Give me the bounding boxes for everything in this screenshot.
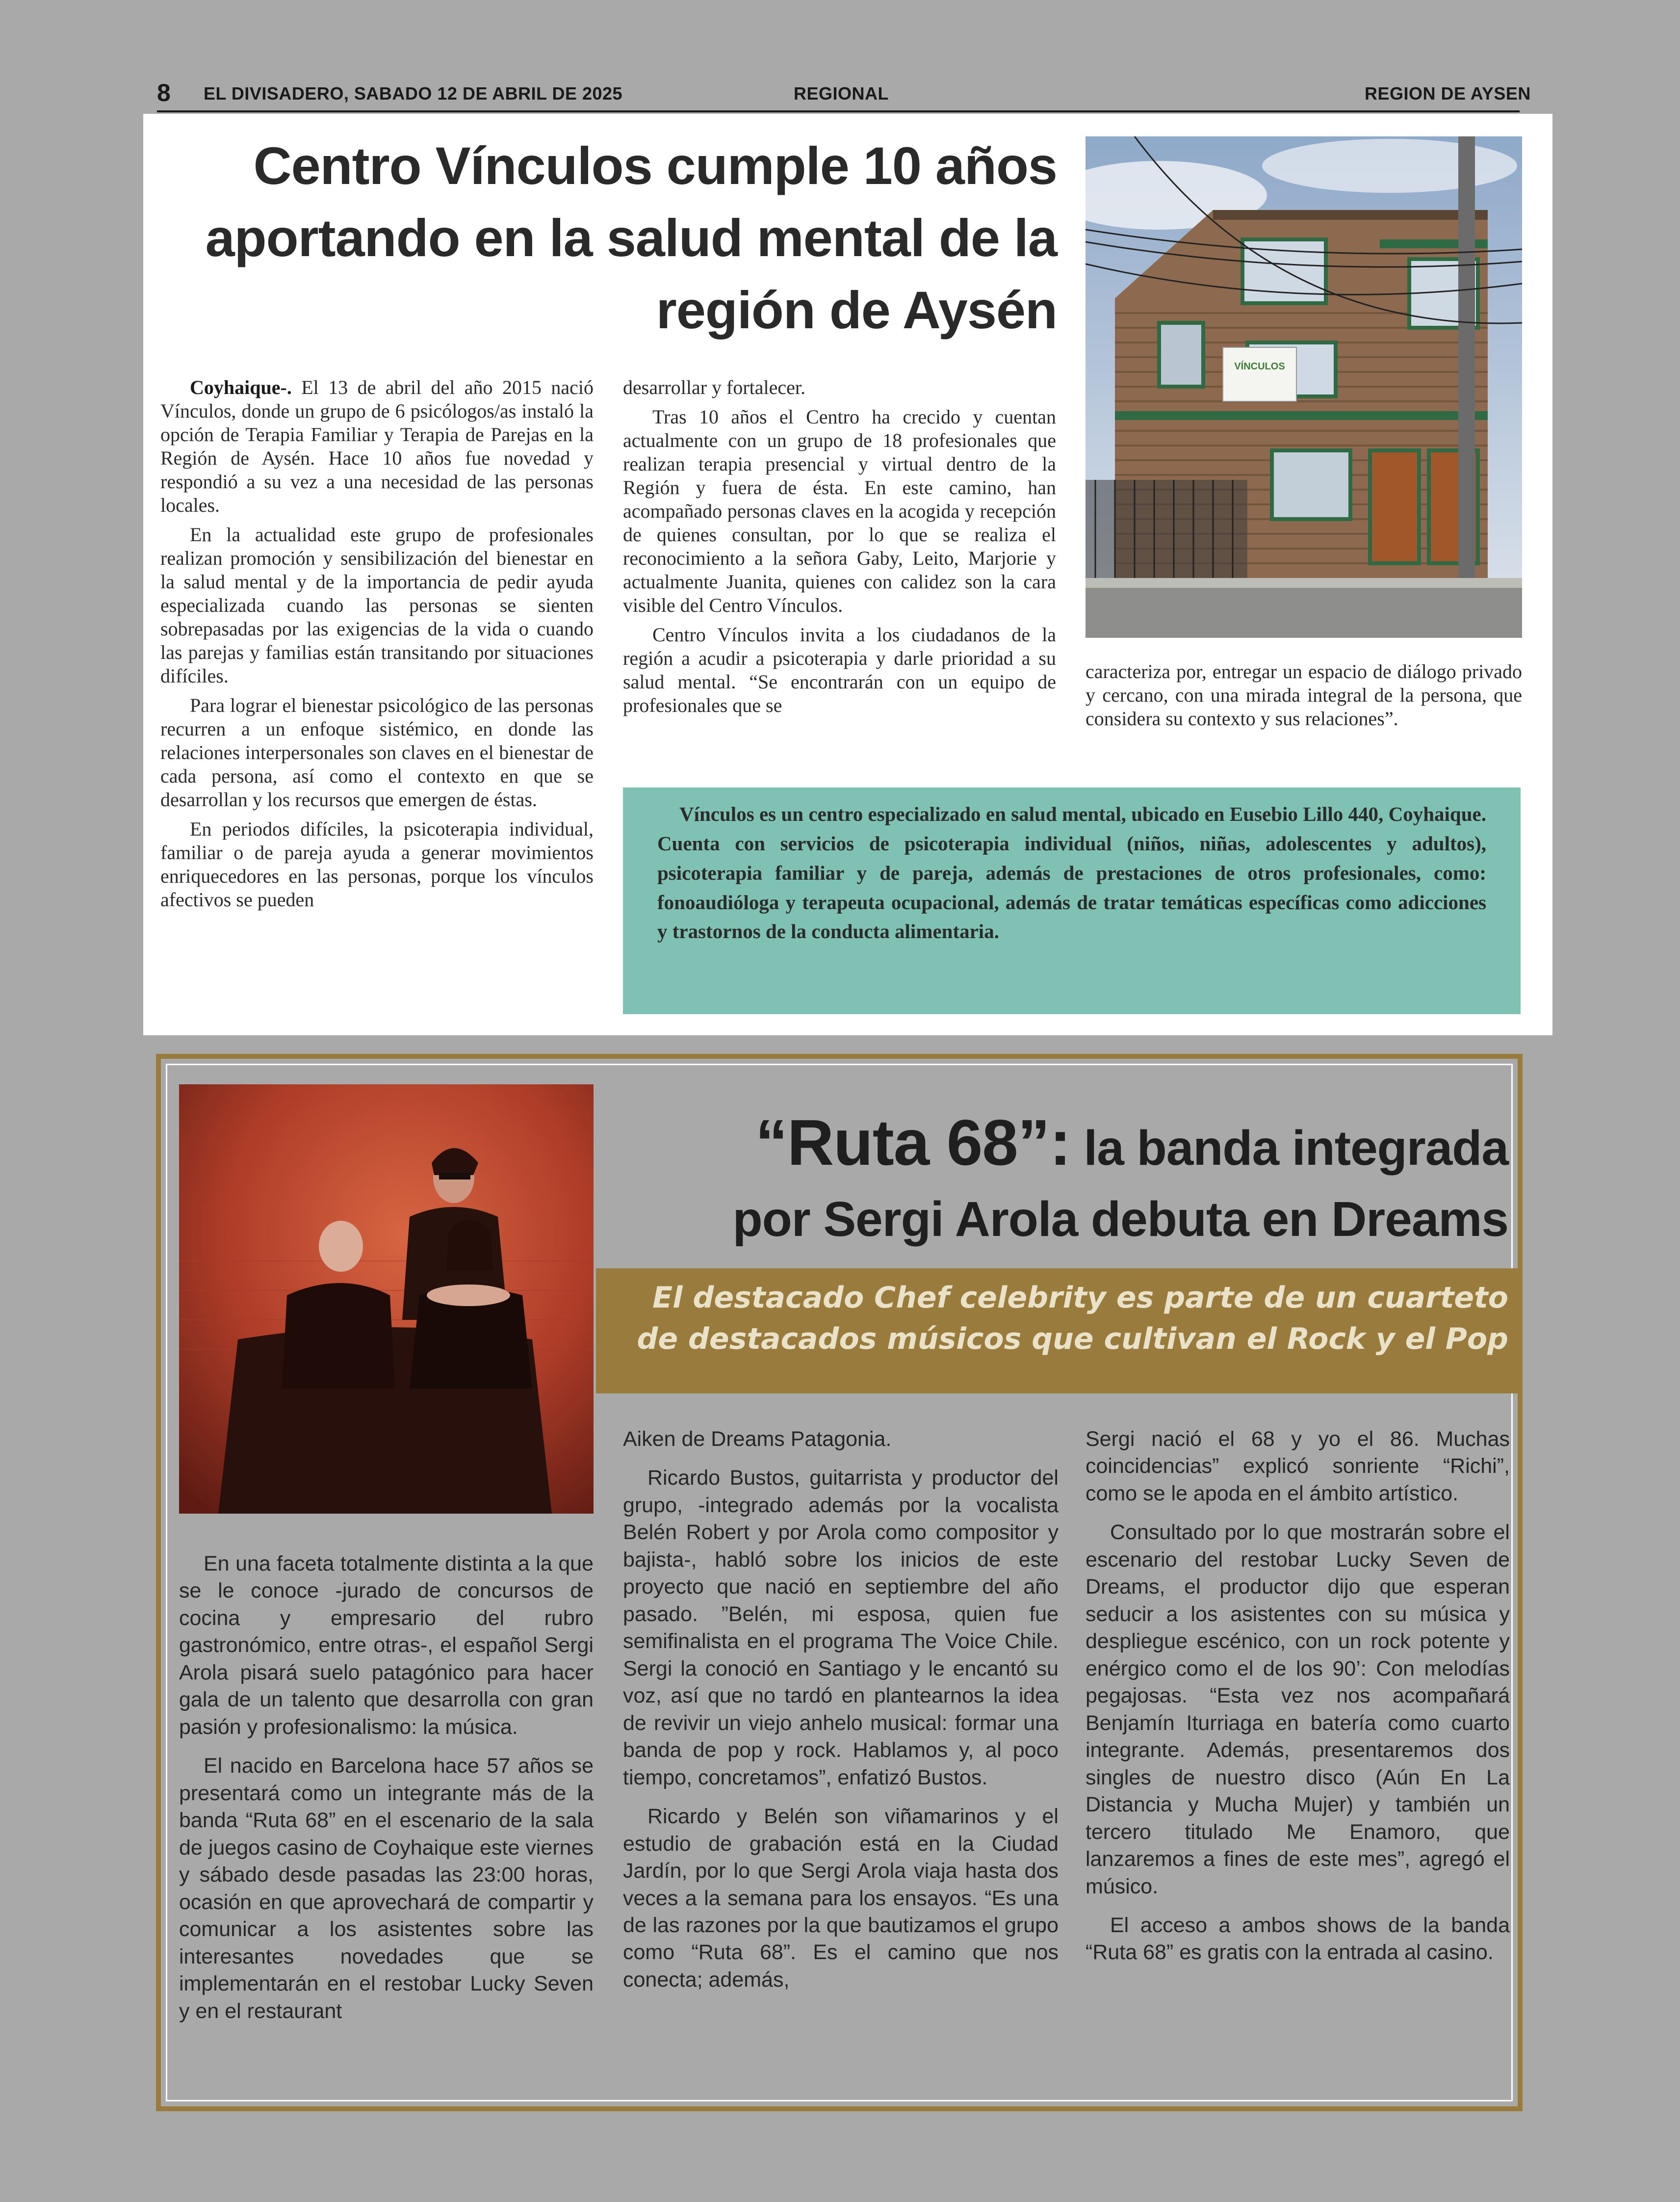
page-number: 8 — [157, 79, 171, 106]
article-ruta68-column-3 — [1086, 1426, 1510, 1978]
paragraph: En la actualidad este grupo de profesionales realizan promoción y sensibilización del bienestar en la salud mental y de la importancia de pedir ayuda especializada cuando las personas se sienten sobrepasadas por las exigencias de la vida o cuando las parejas y familias están transitando por situaciones difíciles. — [160, 524, 594, 687]
title-line-1 — [603, 1099, 1508, 1186]
info-box-text: Vínculos es un centro especializado en salud mental, ubicado en Eusebio Lillo 440, Coyhaique. Cuenta con servicios de psicoterapia individual (niños, niñas, adolescentes y adultos), psicoterapia familiar y de pareja, además de prestaciones de otros profesionales, como: fonoaudióloga y terapeuta ocupacional, además de tratar temáticas específicas como adicciones y trastornos de la conducta alimentaria. — [657, 803, 1486, 943]
building-photo — [1086, 136, 1522, 638]
paragraph: Centro Vínculos invita a los ciudadanos de la región a acudir a psicoterapia y darle prioridad a su salud mental. “Se encontrarán con un equipo de profesionales que se — [623, 624, 1056, 716]
paragraph: Para lograr el bienestar psicológico de las personas recurren a un enfoque sistémico, en donde las relaciones interpersonales son claves en el bienestar de cada persona, así como el contexto en que se desarrollan y los recursos que emergen de éstas. — [160, 694, 594, 811]
paragraph: desarrollar y fortalecer. — [623, 376, 806, 398]
article-ruta68-column-1 — [179, 1550, 594, 2037]
header-rule — [157, 110, 1520, 112]
title-rest: la banda integrada — [1084, 1121, 1508, 1176]
article-vinculos-column-2 — [623, 376, 1056, 723]
paragraph: caracteriza por, entregar un espacio de diálogo privado y cercano, con una mirada integral de la persona, que considera su contexto y sus relaciones”. — [1086, 660, 1522, 730]
paragraph: El acceso a ambos shows de la banda “Ruta 68” es gratis con la entrada al casino. — [1086, 1913, 1510, 1965]
section-label: REGIONAL — [794, 83, 889, 104]
paragraph: Consultado por lo que mostrarán sobre el escenario del restobar Lucky Seven de Dreams, el productor dijo que esperan seducir a los asistentes con su música y despliegue escénico, con un rock potente y enérgico como el de los 90’: Con melodías pegajosas. “Esta vez nos acompañará Benjamín Iturriaga en batería como cuarto integrante. Además, presentaremos dos singles de nuestro disco (Aún En La Distancia y Mucha Mujer) y también un tercero titulado Me Enamoro, que lanzaremos a fines de este mes”, agregó el músico. — [1086, 1520, 1510, 1898]
publication-date: EL DIVISADERO, SABADO 12 DE ABRIL DE 2025 — [204, 83, 623, 104]
dateline: Coyhaique-. — [190, 376, 292, 398]
paragraph: Ricardo Bustos, guitarrista y productor del grupo, -integrado además por la vocalista Belén Robert y por Arola como compositor y bajista-, habló sobre los inicios de este proyecto que nació en septiembre del año pasado. ”Belén, mi esposa, quien fue semifinalista en el programa The Voice Chile. Sergi la conoció en Santiago y le encantó su voz, así que no tardó en plantearnos la idea de revivir un viejo anhelo musical: formar una banda de pop y rock. Hablamos y, al poco tiempo, concretamos”, enfatizó Bustos. — [623, 1466, 1059, 1789]
article-vinculos-column-1 — [160, 376, 594, 918]
article-ruta68-title — [603, 1099, 1508, 1253]
paragraph: El nacido en Barcelona hace 57 años se presentará como un integrante más de la banda “Ruta 68” en el escenario de la sala de juegos casino de Coyhaique este viernes y sábado desde pasadas las 23:00 horas, ocasión en que aprovechará de compartir y comunicar a los asistentes sobre las interesantes novedades que se implementarán en el restobar Lucky Seven y en el restaurant — [179, 1754, 594, 2023]
paragraph: Ricardo y Belén son viñamarinos y el estudio de grabación está en la Ciudad Jardín, por lo que Sergi Arola viaja hasta dos veces a la semana para los ensayos. “Es una de las razones por la que bautizamos el grupo como “Ruta 68”. Es el camino que nos conecta; además, — [623, 1805, 1059, 1992]
article-ruta68-column-2 — [623, 1426, 1059, 2005]
region-label: REGION DE AYSEN — [1365, 83, 1531, 104]
paragraph: Sergi nació el 68 y yo el 86. Muchas coincidencias” explicó sonriente “Richi”, como se le apoda en el ámbito artístico. — [1086, 1427, 1510, 1505]
article-ruta68-subtitle: El destacado Chef celebrity es parte de un cuarteto de destacados músicos que cultivan el Rock y el Pop — [637, 1281, 1508, 1356]
paragraph: En periodos difíciles, la psicoterapia individual, familiar o de pareja ayuda a generar movimientos enriquecedores en las personas, porque los vínculos afectivos se pueden — [160, 818, 594, 911]
article-vinculos-column-3 — [1086, 660, 1522, 736]
paragraph: En una faceta totalmente distinta a la que se le conoce -jurado de concursos de cocina y empresario del rubro gastronómico, entre otras-, el español Sergi Arola pisará suelo patagónico para hacer gala de un talento que desarrolla con gran pasión y profesionalismo: la música. — [179, 1552, 594, 1739]
paragraph: Tras 10 años el Centro ha crecido y cuentan actualmente con un grupo de 18 profesionales que realizan terapia presencial y virtual dentro de la Región y fuera de ésta. En este camino, han acompañado personas claves en la acogida y recepción de quienes consultan, por lo que se realiza el reconocimiento a la señora Gaby, Leito, Marjorie y actualmente Juanita, quienes con calidez son la cara visible del Centro Vínculos. — [623, 406, 1056, 616]
paragraph: Coyhaique-. El 13 de abril del año 2015 nació Vínculos, donde un grupo de 6 psicólogos/as instaló la opción de Terapia Familiar y Terapia de Parejas en la Región de Aysén. Hace 10 años fue novedad y respondió a su vez a una necesidad de las personas locales. — [160, 376, 594, 516]
title-line-2: por Sergi Arola debuta en Dreams — [732, 1192, 1508, 1247]
title-quote: “Ruta 68”: — [755, 1106, 1071, 1179]
band-photo — [179, 1084, 594, 1514]
sign-text: VÍNCULOS — [1234, 361, 1285, 372]
paragraph: Aiken de Dreams Patagonia. — [623, 1427, 892, 1451]
article-vinculos-title: Centro Vínculos cumple 10 años aportando en la salud mental de la región de Aysén — [205, 136, 1057, 340]
